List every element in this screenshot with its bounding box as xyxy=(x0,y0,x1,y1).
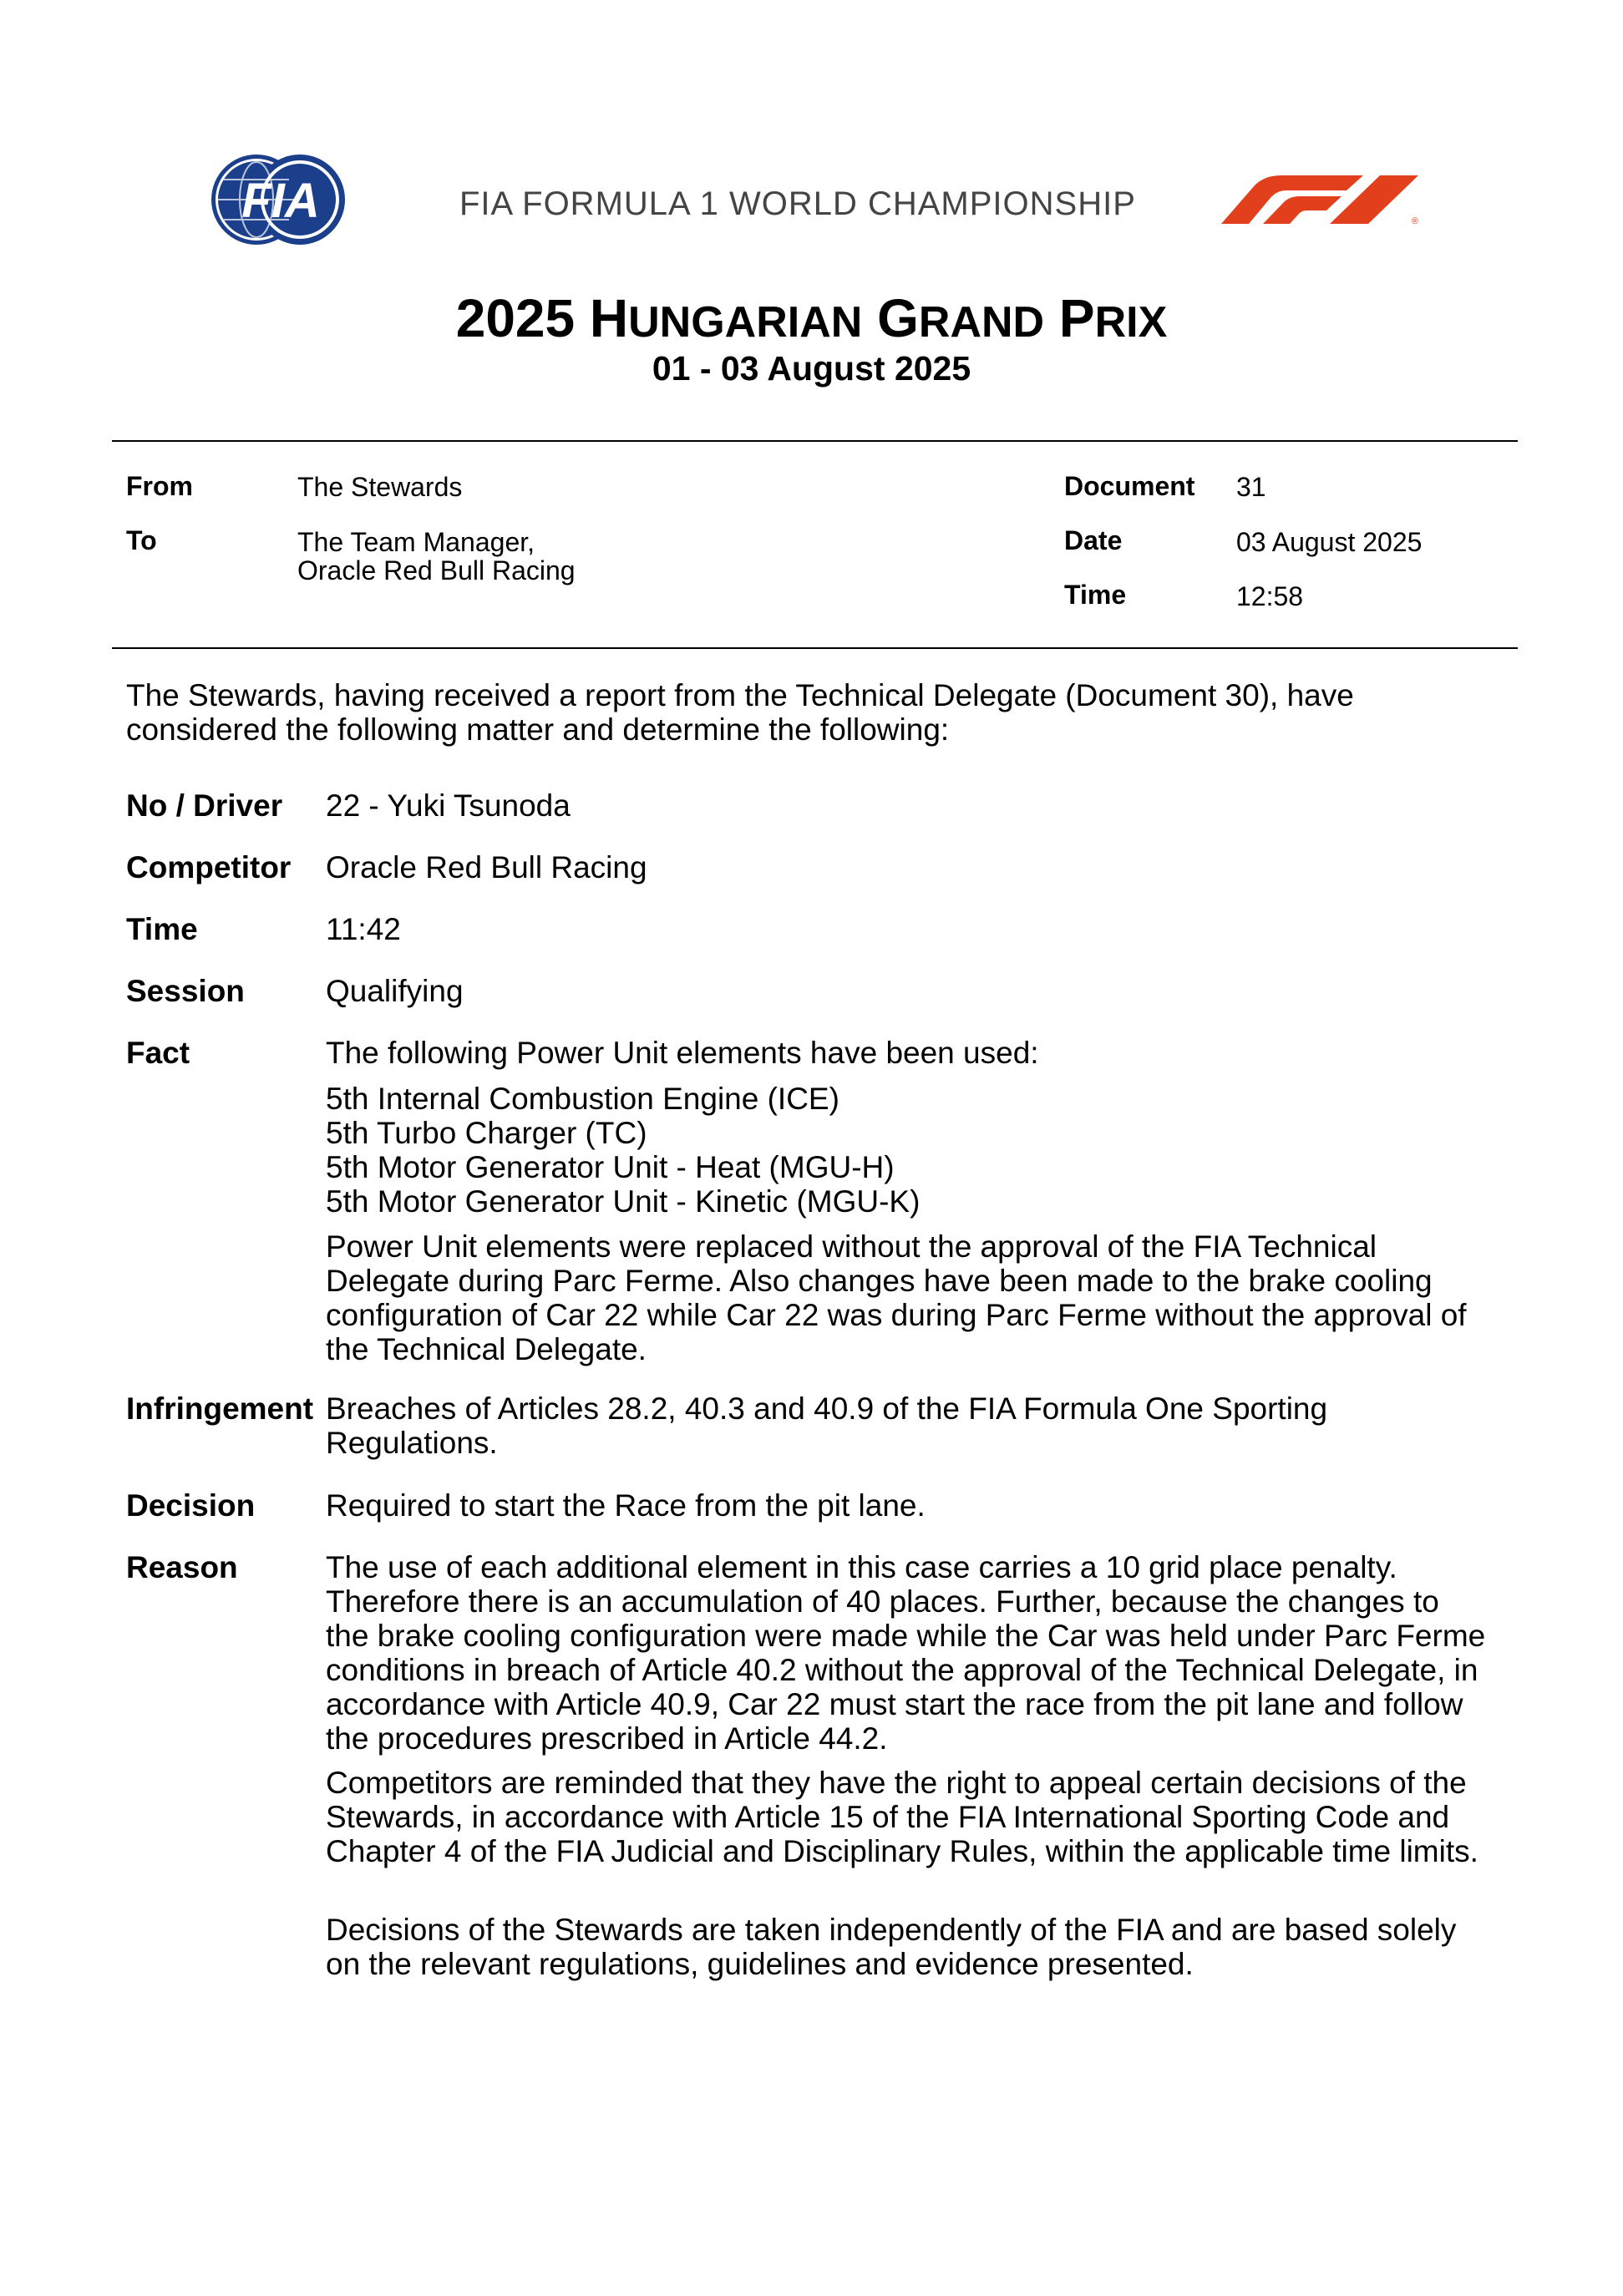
svg-text:FIA: FIA xyxy=(241,174,320,228)
date-value: 03 August 2025 xyxy=(1236,527,1423,557)
infringement-label: Infringement xyxy=(126,1391,314,1426)
list-item: 5th Motor Generator Unit - Kinetic (MGU-K) xyxy=(326,1184,921,1219)
bottom-divider xyxy=(112,647,1518,649)
fact-elements-list xyxy=(326,1082,1495,1219)
infringement-value: Breaches of Articles 28.2, 40.3 and 40.9 of the FIA Formula One Sporting Regulations. xyxy=(326,1391,1328,1460)
session-label: Session xyxy=(126,974,245,1008)
document-value: 31 xyxy=(1236,472,1266,502)
series-title: FIA FORMULA 1 WORLD CHAMPIONSHIP xyxy=(459,185,1136,222)
event-name: HUNGARIAN GRAND PRIX xyxy=(589,288,1168,348)
competitor-value: Oracle Red Bull Racing xyxy=(326,850,647,884)
event-dates: 01 - 03 August 2025 xyxy=(652,349,971,388)
decision-value: Required to start the Race from the pit lane. xyxy=(326,1488,926,1523)
time-label: Time xyxy=(1064,580,1127,610)
list-item: 5th Motor Generator Unit - Heat (MGU-H) xyxy=(326,1150,895,1184)
event-title xyxy=(0,287,1623,349)
competitor-label: Competitor xyxy=(126,850,292,884)
appeal-paragraph: Competitors are reminded that they have the right to appeal certain decisions of the Stewards, in accordance with Article 15 of the FIA International Sporting Code and Chapter 4 of the FIA Judicial and Disciplinary Rules, within the applicable time limits. xyxy=(326,1766,1478,1868)
from-label: From xyxy=(126,471,193,501)
reason-label: Reason xyxy=(126,1550,238,1584)
document-label: Document xyxy=(1064,471,1195,501)
f1-logo xyxy=(1221,174,1422,226)
time-value: 12:58 xyxy=(1236,581,1304,611)
intro-paragraph: The Stewards, having received a report from the Technical Delegate (Document 30), have considered the following matter and determine the following: xyxy=(126,678,1354,747)
top-divider xyxy=(112,440,1518,442)
fia-logo xyxy=(209,152,347,247)
to-label: To xyxy=(126,525,157,555)
time-field-label: Time xyxy=(126,912,198,946)
event-year: 2025 xyxy=(455,288,576,348)
svg-text:®: ® xyxy=(1412,216,1419,226)
list-item: 5th Turbo Charger (TC) xyxy=(326,1116,647,1150)
decision-label: Decision xyxy=(126,1488,256,1523)
to-value: The Team Manager, Oracle Red Bull Racing xyxy=(297,527,576,585)
fact-detail: Power Unit elements were replaced without the approval of the FIA Technical Delegate during Parc Ferme. Also changes have been made to the brake cooling configuration of Car 22 while Car 22 was during Parc Ferme without the approval of the Technical Delegate. xyxy=(326,1229,1467,1366)
driver-value: 22 - Yuki Tsunoda xyxy=(326,788,571,823)
independence-paragraph: Decisions of the Stewards are taken independently of the FIA and are based solely on the relevant regulations, guidelines and evidence presented. xyxy=(326,1913,1457,1981)
fact-label: Fact xyxy=(126,1036,190,1070)
from-value: The Stewards xyxy=(297,472,463,502)
reason-value: The use of each additional element in this case carries a 10 grid place penalty. Therefore there is an accumulation of 40 places. Further, because the changes to the brake cooling configuration were made while the Car was held under Parc Ferme conditions in breach of Article 40.2 without the approval of the Technical Delegate, in accordance with Article 40.9, Car 22 must start the race from the pit lane and follow the procedures prescribed in Article 44.2. xyxy=(326,1550,1486,1756)
list-item: 5th Internal Combustion Engine (ICE) xyxy=(326,1082,839,1116)
date-label: Date xyxy=(1064,525,1123,555)
time-field-value: 11:42 xyxy=(326,912,401,946)
session-value: Qualifying xyxy=(326,974,464,1008)
fact-intro: The following Power Unit elements have been used: xyxy=(326,1036,1039,1070)
driver-label: No / Driver xyxy=(126,788,283,823)
